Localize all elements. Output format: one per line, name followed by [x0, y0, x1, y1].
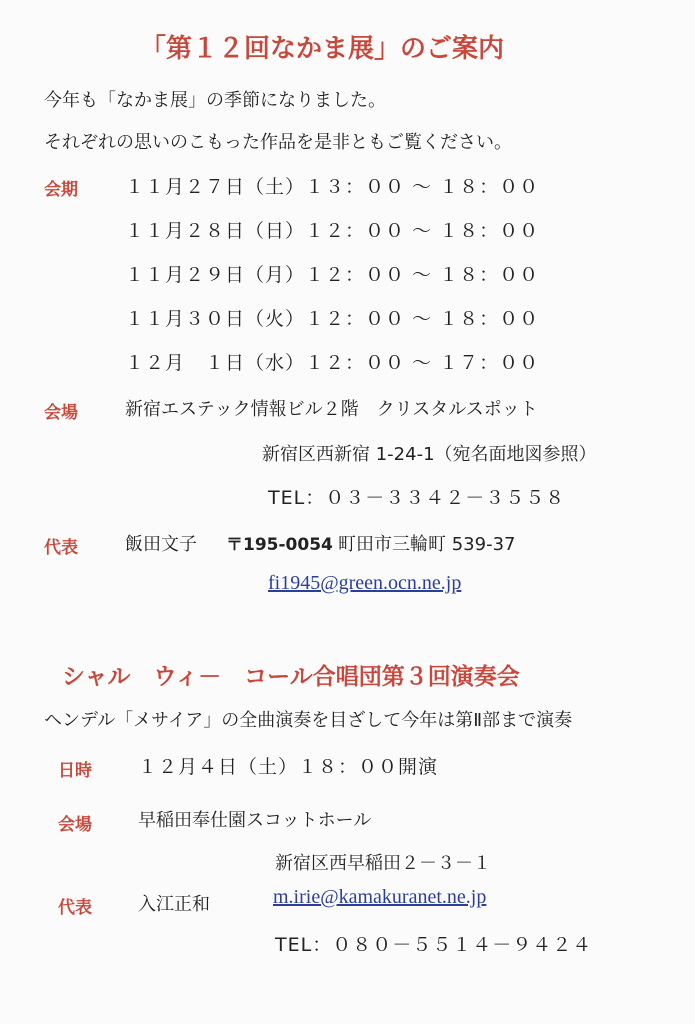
event2-datetime-label: 日時: [58, 761, 92, 781]
event1-intro-line2: それぞれの思いのこもった作品を是非ともご覧ください。: [44, 132, 512, 153]
event1-intro-line1: 今年も「なかま展」の季節になりました。: [44, 90, 386, 111]
event1-period-label: 会期: [44, 180, 78, 200]
event1-rep-email-link[interactable]: fi1945@green.ocn.ne.jp: [268, 572, 462, 594]
event2-tel: TEL：０８０－５５１４－９４２４: [275, 934, 593, 956]
event1-schedule-row-1: １１月２７日（土）１３：００ ～ １８：００: [125, 176, 540, 198]
event2-venue-address: 新宿区西早稲田２－３－１: [275, 853, 491, 874]
event1-rep-address: 町田市三輪町 539-37: [338, 534, 516, 555]
event2-venue-label: 会場: [58, 815, 92, 835]
event1-schedule-row-4: １１月３０日（火）１２：００ ～ １８：００: [125, 308, 540, 330]
event2-rep-name: 入江正和: [138, 894, 210, 915]
event1-rep-postal: 〒195-0054: [226, 535, 333, 555]
event1-rep-label: 代表: [44, 538, 78, 558]
event2-title: シャル ウィ－ コール合唱団第３回演奏会: [62, 664, 520, 690]
event1-venue-address: 新宿区西新宿 1-24-1（宛名面地図参照）: [262, 444, 597, 465]
event1-schedule-row-3: １１月２９日（月）１２：００ ～ １８：００: [125, 264, 540, 286]
event1-schedule-row-5: １２月 １日（水）１２：００ ～ １７：００: [125, 352, 540, 374]
event2-rep-email-link[interactable]: m.irie@kamakuranet.ne.jp: [273, 886, 487, 908]
event1-schedule-row-2: １１月２８日（日）１２：００ ～ １８：００: [125, 220, 540, 242]
event2-venue-name: 早稲田奉仕園スコットホール: [138, 810, 372, 831]
event1-venue-name: 新宿エステック情報ビル２階 クリスタルスポット: [125, 399, 538, 420]
event1-venue-label: 会場: [44, 403, 78, 423]
event1-rep-name: 飯田文子: [125, 534, 197, 555]
event1-title: 「第１２回なかま展」のご案内: [140, 34, 505, 64]
event2-datetime: １２月４日（土）１８：００開演: [138, 756, 439, 778]
event2-intro: ヘンデル「メサイア」の全曲演奏を目ざして今年は第Ⅱ部まで演奏: [44, 710, 573, 731]
event2-rep-label: 代表: [58, 898, 92, 918]
event1-venue-tel: TEL：０３－３３４２－３５５８: [268, 487, 566, 509]
